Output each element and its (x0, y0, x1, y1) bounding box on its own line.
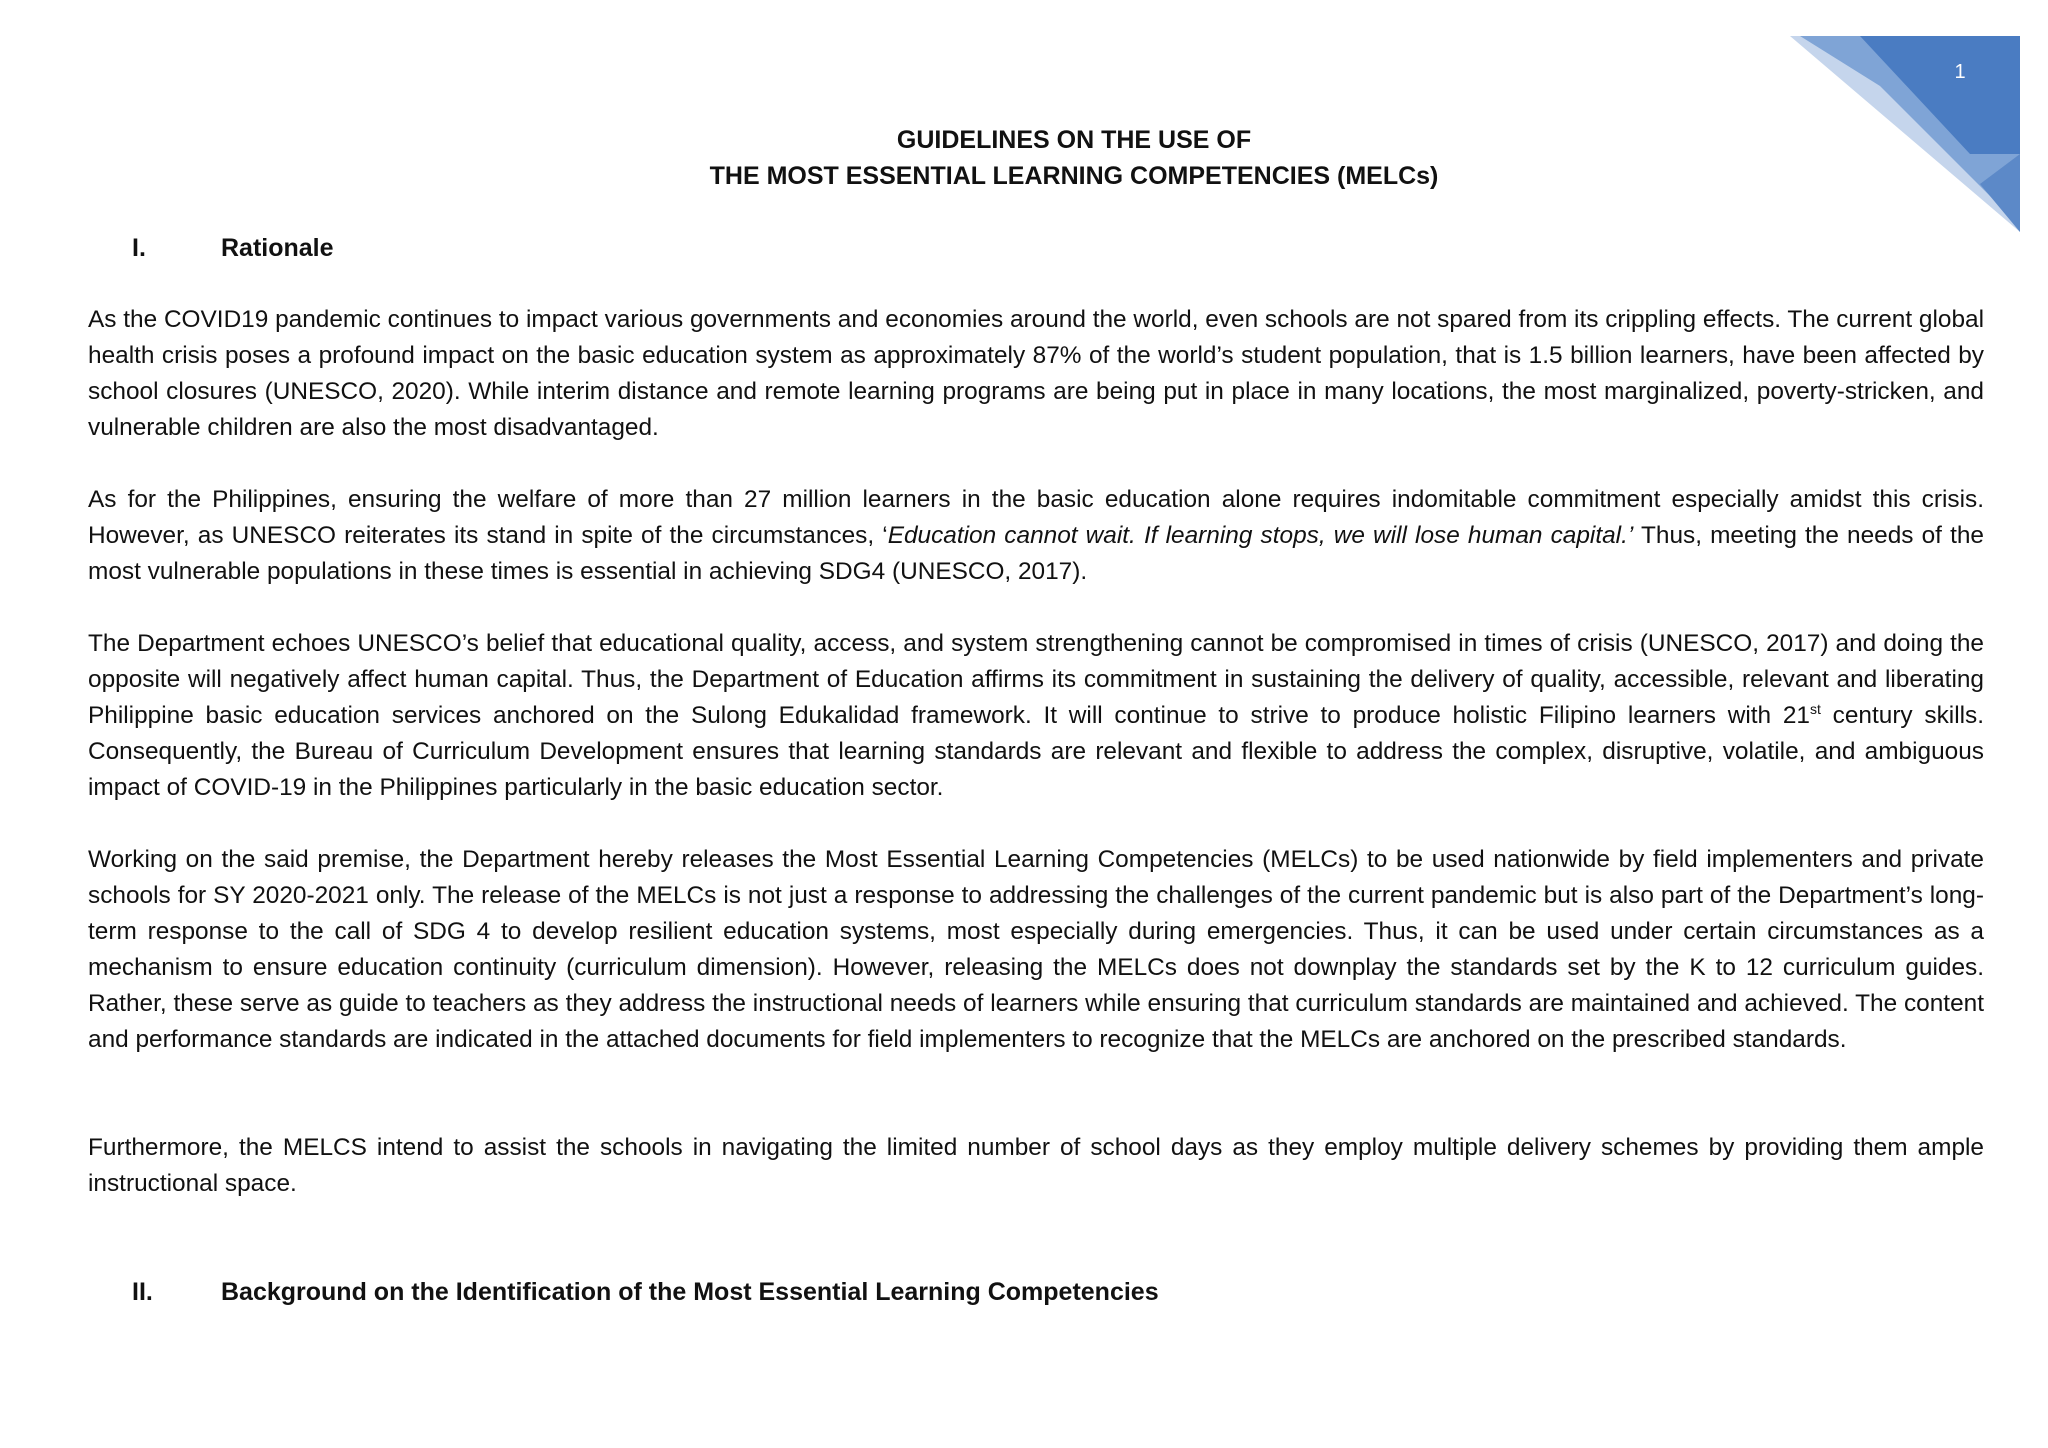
rationale-paragraph-2 (88, 482, 1984, 590)
paragraph-text: century skills. Consequently, the Bureau of Curriculum Development ensures that learning standards are relevant and flexible to address the complex, disruptive, volatile, and ambiguous impact of COVID-19 in the Philippines particularly in the basic education sector. (88, 702, 1985, 801)
rationale-paragraph-4: Working on the said premise, the Department hereby releases the Most Essential Learning Competencies (MELCs) to be used nationwide by field implementers and private schools for SY 2020-2021 only. The release of the MELCs is not just a response to addressing the challenges of the current pandemic but is also part of the Department’s long-term response to the call of SDG 4 to develop resilient education systems, most especially during emergencies. Thus, it can be used under certain circumstances as a mechanism to ensure education continuity (curriculum dimension). However, releasing the MELCs does not downplay the standards set by the K to 12 curriculum guides. Rather, these serve as guide to teachers as they address the instructional needs of learners while ensuring that curriculum standards are maintained and achieved. The content and performance standards are indicated in the attached documents for field implementers to recognize that the MELCs are anchored on the prescribed standards. (88, 846, 1984, 1053)
section-title: Rationale (221, 234, 334, 262)
document-title (0, 122, 2048, 194)
unesco-quote: Education cannot wait. If learning stops, we will lose human capital.’ (887, 522, 1634, 549)
paragraph-text: The Department echoes UNESCO’s belief that educational quality, access, and system strengthening cannot be compromised in times of crisis (UNESCO, 2017) and doing the opposite will negatively affect human capital. Thus, the Department of Education affirms its commitment in sustaining the delivery of quality, accessible, relevant and liberating Philippine basic education services anchored on the Sulong Edukalidad framework. It will continue to strive to produce holistic Filipino learners with 21 (88, 630, 1984, 729)
paragraph-text: As for the Philippines, ensuring the welfare of more than 27 million learners in the basic education alone requires indomitable commitment especially amidst this crisis. However, as UNESCO reiterates its stand in spite of the circumstances, ‘ (88, 486, 1984, 549)
paragraph-text: Thus, meeting the needs of the most vulnerable populations in these times is essential in achieving SDG4 (UNESCO, 2017). (88, 522, 1984, 585)
ordinal-superscript: st (1810, 700, 1821, 717)
title-line-2: THE MOST ESSENTIAL LEARNING COMPETENCIES (MELCs) (709, 162, 1439, 190)
section-numeral: I. (132, 234, 146, 262)
section-heading-rationale (132, 230, 334, 266)
title-line-1: GUIDELINES ON THE USE OF (896, 126, 1252, 154)
rationale-paragraph-3 (88, 626, 1984, 806)
rationale-paragraph-5: Furthermore, the MELCS intend to assist the schools in navigating the limited number of school days as they employ multiple delivery schemes by providing them ample instructional space. (88, 1134, 1984, 1197)
page-number: 1 (1954, 61, 1966, 83)
section-numeral: II. (132, 1278, 153, 1306)
section-title: Background on the Identification of the Most Essential Learning Competencies (221, 1278, 1159, 1306)
rationale-paragraph-1: As the COVID19 pandemic continues to impact various governments and economies around the world, even schools are not spared from its crippling effects. The current global health crisis poses a profound impact on the basic education system as approximately 87% of the world’s student population, that is 1.5 billion learners, have been affected by school closures (UNESCO, 2020). While interim distance and remote learning programs are being put in place in many locations, the most marginalized, poverty-stricken, and vulnerable children are also the most disadvantaged. (88, 306, 1984, 441)
section-heading-background (132, 1274, 1159, 1310)
